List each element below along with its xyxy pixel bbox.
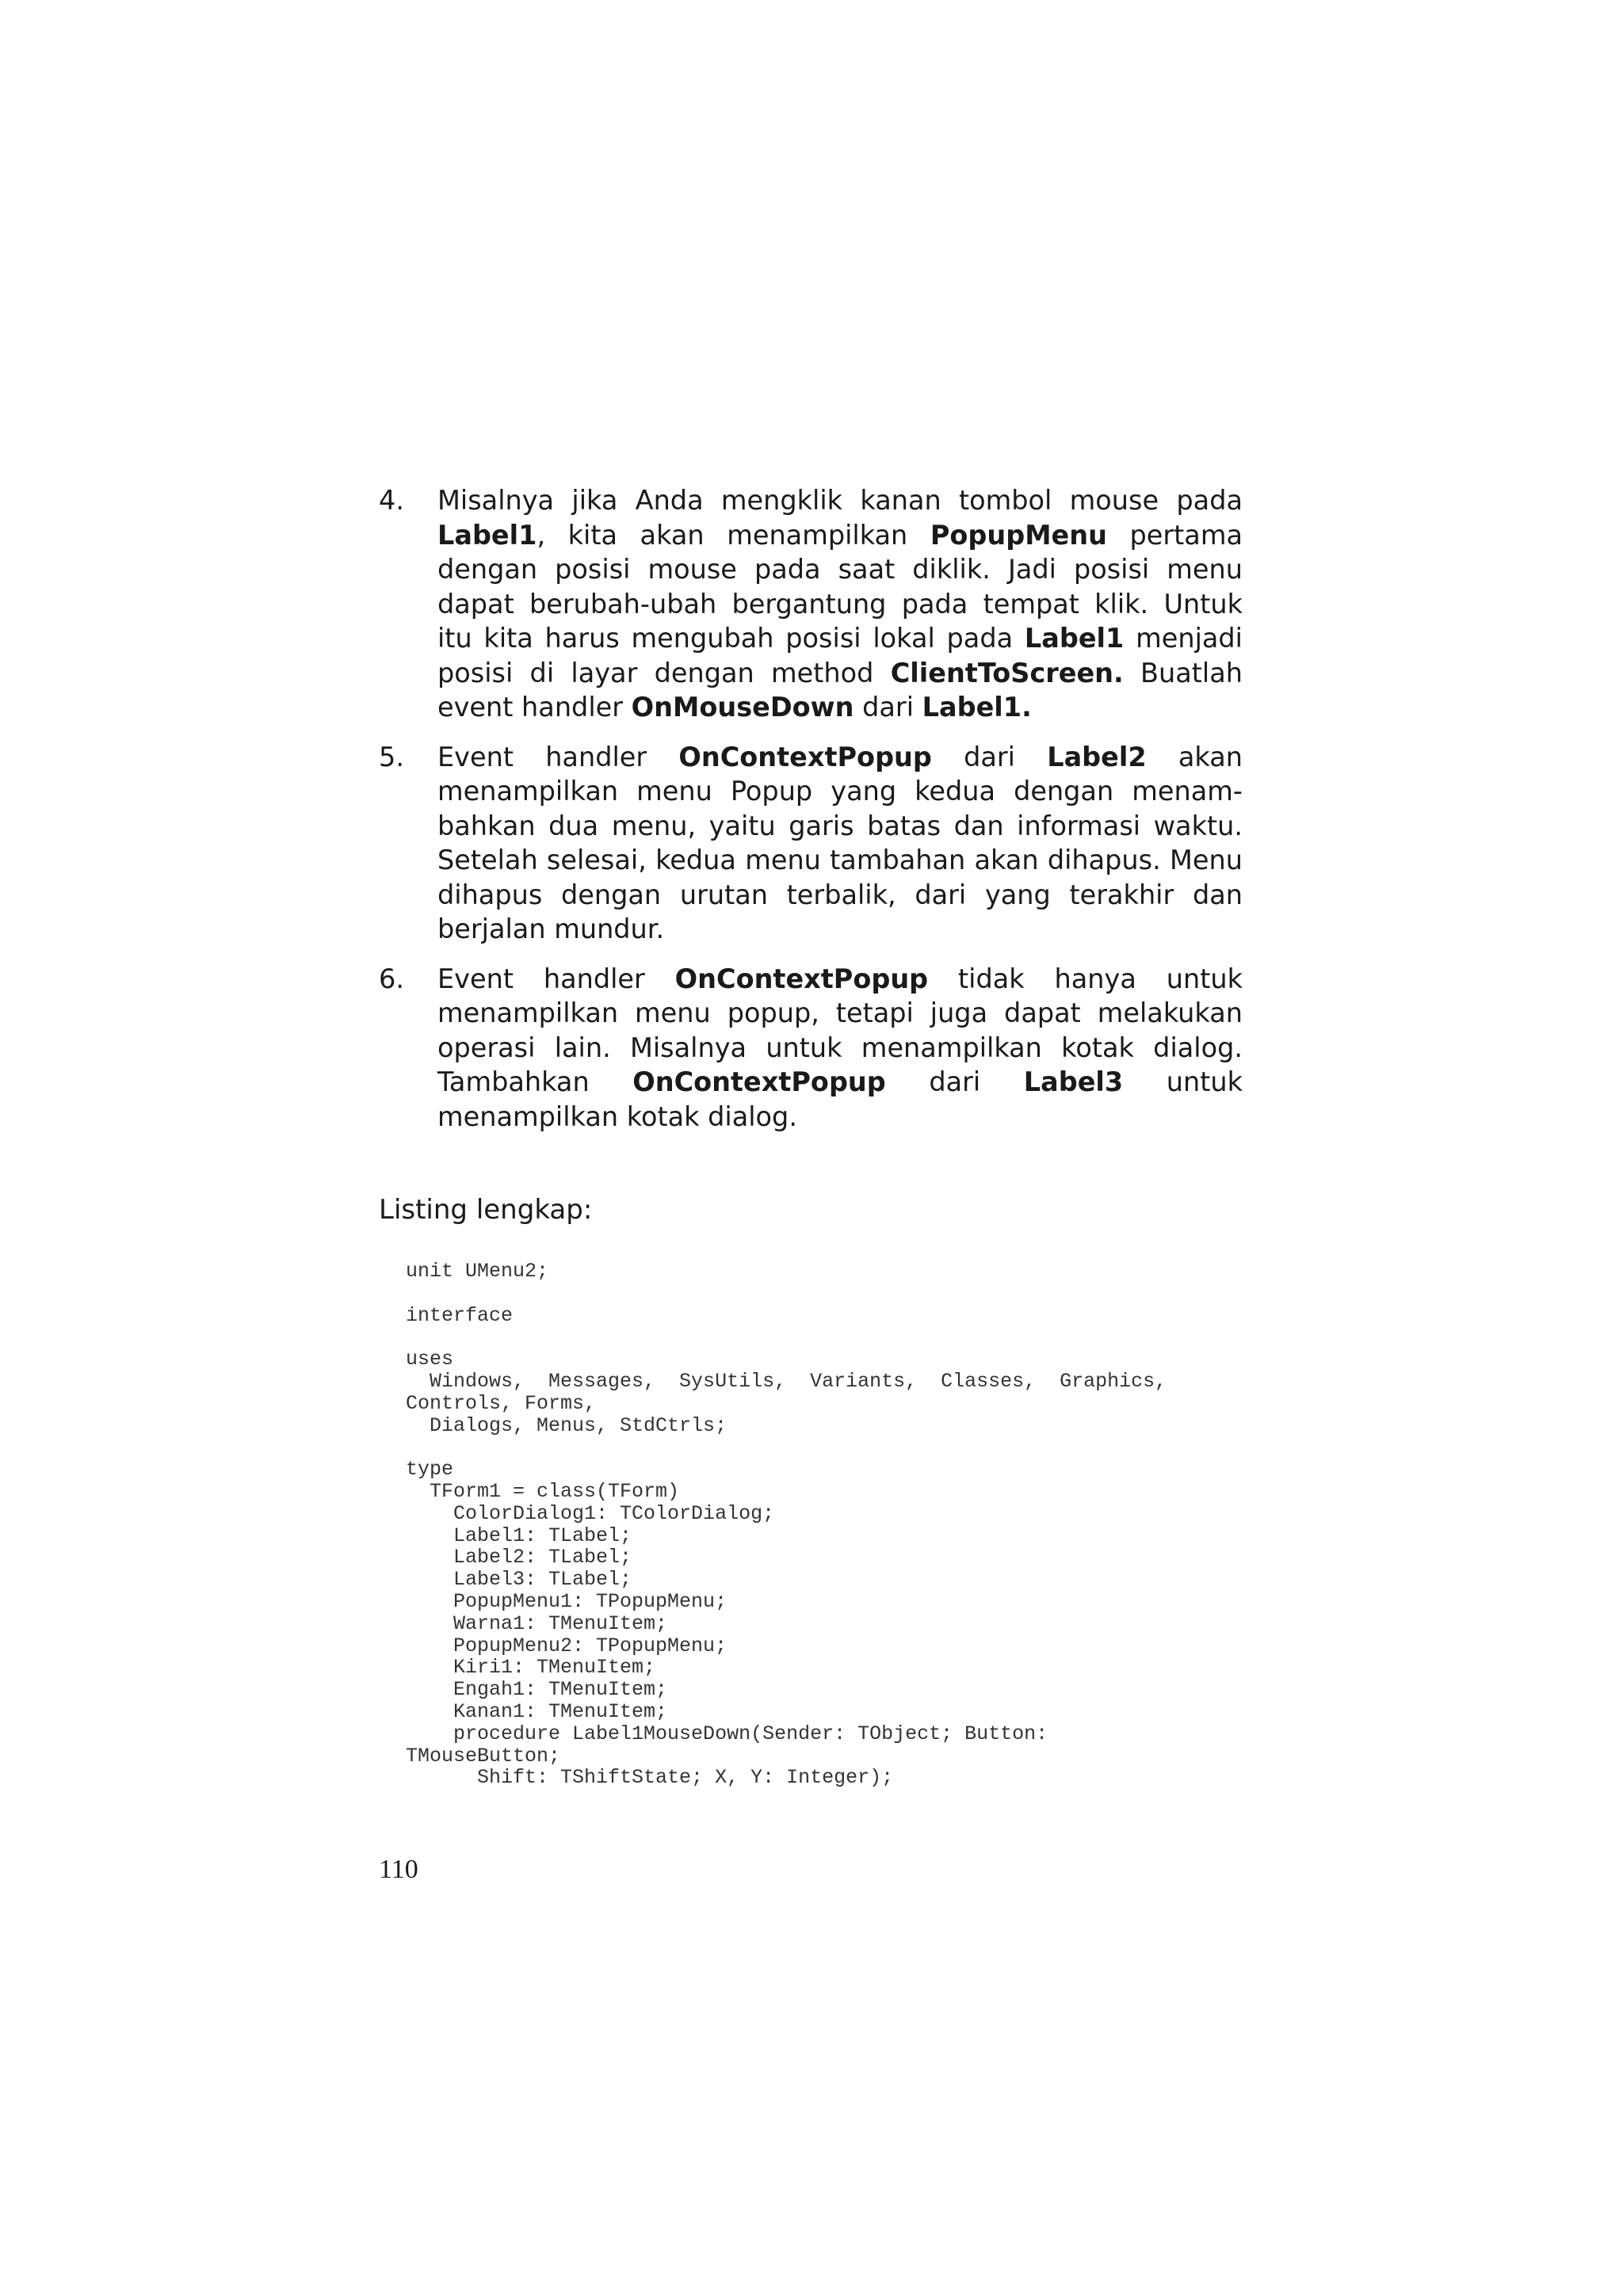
list-item-4 [379, 483, 1243, 725]
bold-term: Label3 [1023, 1066, 1124, 1097]
listing-heading: Listing lengkap: [379, 1194, 593, 1226]
code-line: Label2: TLabel; [406, 1546, 632, 1569]
code-line: unit UMenu2; [406, 1260, 549, 1283]
code-line: procedure Label1MouseDown(Sender: TObject; Button: [406, 1722, 1048, 1745]
code-line: Kiri1: TMenuItem; [406, 1656, 656, 1680]
list-item-text [437, 740, 1243, 947]
list-item-number: 5. [379, 741, 404, 772]
list-item-number: 6. [379, 963, 404, 994]
code-line: TForm1 = class(TForm) [406, 1479, 680, 1503]
text-run: Misalnya jika Anda mengklik kanan tombol mouse pada [437, 485, 1243, 516]
list-item-5 [379, 740, 1243, 947]
text-run: Event handler [437, 741, 679, 772]
bold-term: Label2 [1047, 741, 1147, 772]
code-line: Label3: TLabel; [406, 1568, 632, 1592]
numbered-list [379, 483, 1243, 1149]
code-line: Kanan1: TMenuItem; [406, 1699, 668, 1723]
code-line [406, 1326, 1262, 1348]
code-line: Warna1: TMenuItem; [406, 1611, 668, 1635]
text-run: dari [885, 1066, 1024, 1097]
code-line: Controls, Forms, [406, 1391, 597, 1415]
code-line: ColorDialog1: TColorDialog; [406, 1501, 775, 1525]
bold-term: Label1. [922, 692, 1032, 723]
page-number: 110 [379, 1855, 418, 1884]
text-run: dari [854, 692, 922, 723]
text-run: dari [931, 741, 1048, 772]
bold-term: Label1 [1024, 623, 1125, 654]
bold-term: PopupMenu [930, 519, 1107, 551]
bold-term: OnContextPopup [678, 741, 932, 772]
code-line: interface [406, 1303, 514, 1327]
bold-term: OnMouseDown [631, 692, 854, 723]
code-line: Label1: TLabel; [406, 1524, 632, 1547]
text-run: untuk menampilkan kotak dialog. [437, 1066, 1243, 1132]
code-listing [406, 1261, 1262, 1789]
code-line [406, 1436, 1262, 1459]
text-run: Buatlah event handler [437, 657, 1243, 723]
code-line: uses [406, 1348, 454, 1371]
code-line: Shift: TShiftState; X, Y: Integer); [406, 1766, 894, 1790]
code-line: PopupMenu2: TPopupMenu; [406, 1634, 727, 1657]
code-line: type [406, 1458, 454, 1482]
text-run: akan menampilkan menu Popup yang kedua dengan menam-bahkan dua menu, yaitu garis batas dan informasi waktu. Setelah selesai, kedua menu tambahan akan dihapus. Menu dihapus dengan urutan terbalik, dari yang terakhir dan berjalan mundur. [437, 741, 1243, 944]
text-run: Event handler [437, 963, 675, 994]
text-run: pertama dengan posisi mouse pada saat diklik. Jadi posisi menu dapat berubah-ubah bergantung pada tempat klik. Untuk itu kita harus mengubah posisi lokal pada [437, 519, 1243, 654]
list-item-6 [379, 962, 1243, 1135]
text-run: menjadi posisi di layar dengan method [437, 623, 1243, 688]
list-item-text [437, 962, 1243, 1135]
code-line: TMouseButton; [406, 1744, 561, 1768]
code-line: Windows, Messages, SysUtils, Variants, Classes, Graphics, [406, 1369, 1167, 1393]
bold-term: ClientToScreen. [890, 657, 1124, 688]
code-line: Dialogs, Menus, StdCtrls; [406, 1413, 727, 1437]
text-run: tidak hanya untuk menampilkan menu popup, tetapi juga dapat melakukan operasi lain. Misalnya untuk menampilkan kotak dialog. Tambahkan [437, 963, 1243, 1097]
bold-term: Label1 [437, 519, 537, 551]
text-run: , kita akan menampilkan [537, 519, 930, 551]
bold-term: OnContextPopup [632, 1066, 886, 1097]
list-item-number: 4. [379, 485, 404, 516]
bold-term: OnContextPopup [674, 963, 929, 994]
code-line: Engah1: TMenuItem; [406, 1678, 668, 1702]
code-line [406, 1283, 1262, 1305]
list-item-text [437, 483, 1243, 725]
code-line: PopupMenu1: TPopupMenu; [406, 1589, 727, 1613]
